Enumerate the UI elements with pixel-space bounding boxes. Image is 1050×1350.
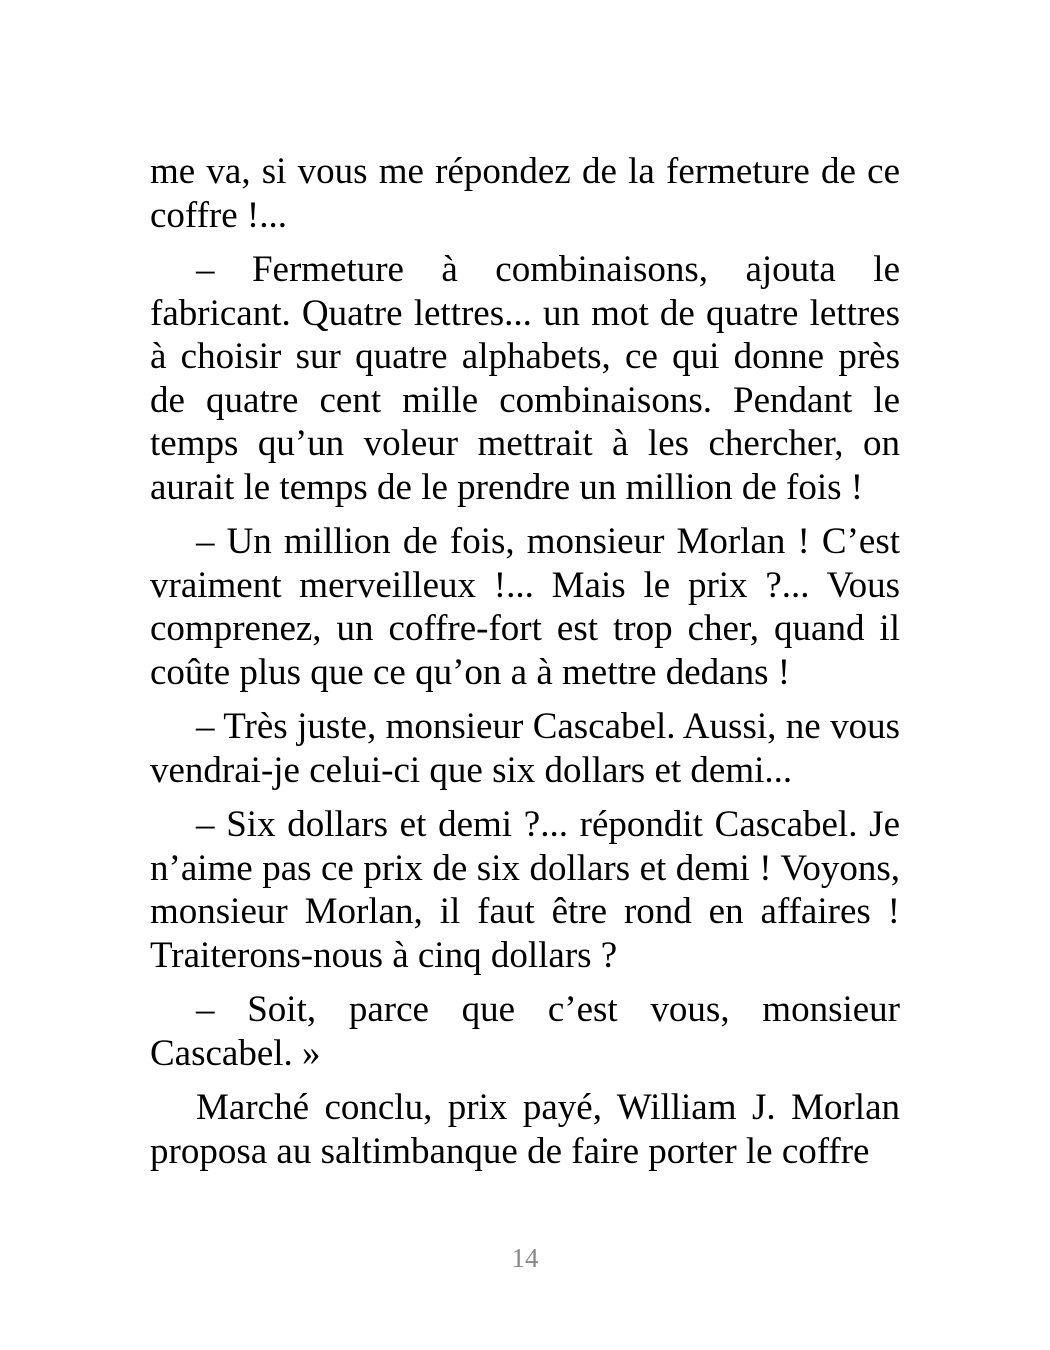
paragraph: me va, si vous me répondez de la fermeture de ce coffre !... — [150, 151, 900, 236]
page-body — [150, 150, 900, 1184]
paragraph: – Six dollars et demi ?... répondit Cascabel. Je n’aime pas ce prix de six dollars et demi ! Voyons, monsieur Morlan, il faut être rond en affaires ! Traiterons-nous à cinq dollars ? — [150, 804, 900, 976]
paragraph: – Un million de fois, monsieur Morlan ! C’est vraiment merveilleux !... Mais le prix ?... Vous comprenez, un coffre-fort est trop cher, quand il coûte plus que ce qu’on a à mettre dedans ! — [150, 521, 900, 693]
paragraph: – Très juste, monsieur Cascabel. Aussi, ne vous vendrai-je celui-ci que six dollars et demi... — [150, 706, 900, 791]
paragraph: Marché conclu, prix payé, William J. Morlan proposa au saltimbanque de faire porter le coffre — [150, 1087, 900, 1172]
paragraph: – Fermeture à combinaisons, ajouta le fabricant. Quatre lettres... un mot de quatre lettres à choisir sur quatre alphabets, ce qui donne près de quatre cent mille combinaisons. Pendant le temps qu’un voleur mettrait à les chercher, on aurait le temps de le prendre un million de fois ! — [150, 249, 900, 508]
paragraph: – Soit, parce que c’est vous, monsieur Cascabel. » — [150, 989, 900, 1074]
page-number: 14 — [511, 1243, 539, 1273]
